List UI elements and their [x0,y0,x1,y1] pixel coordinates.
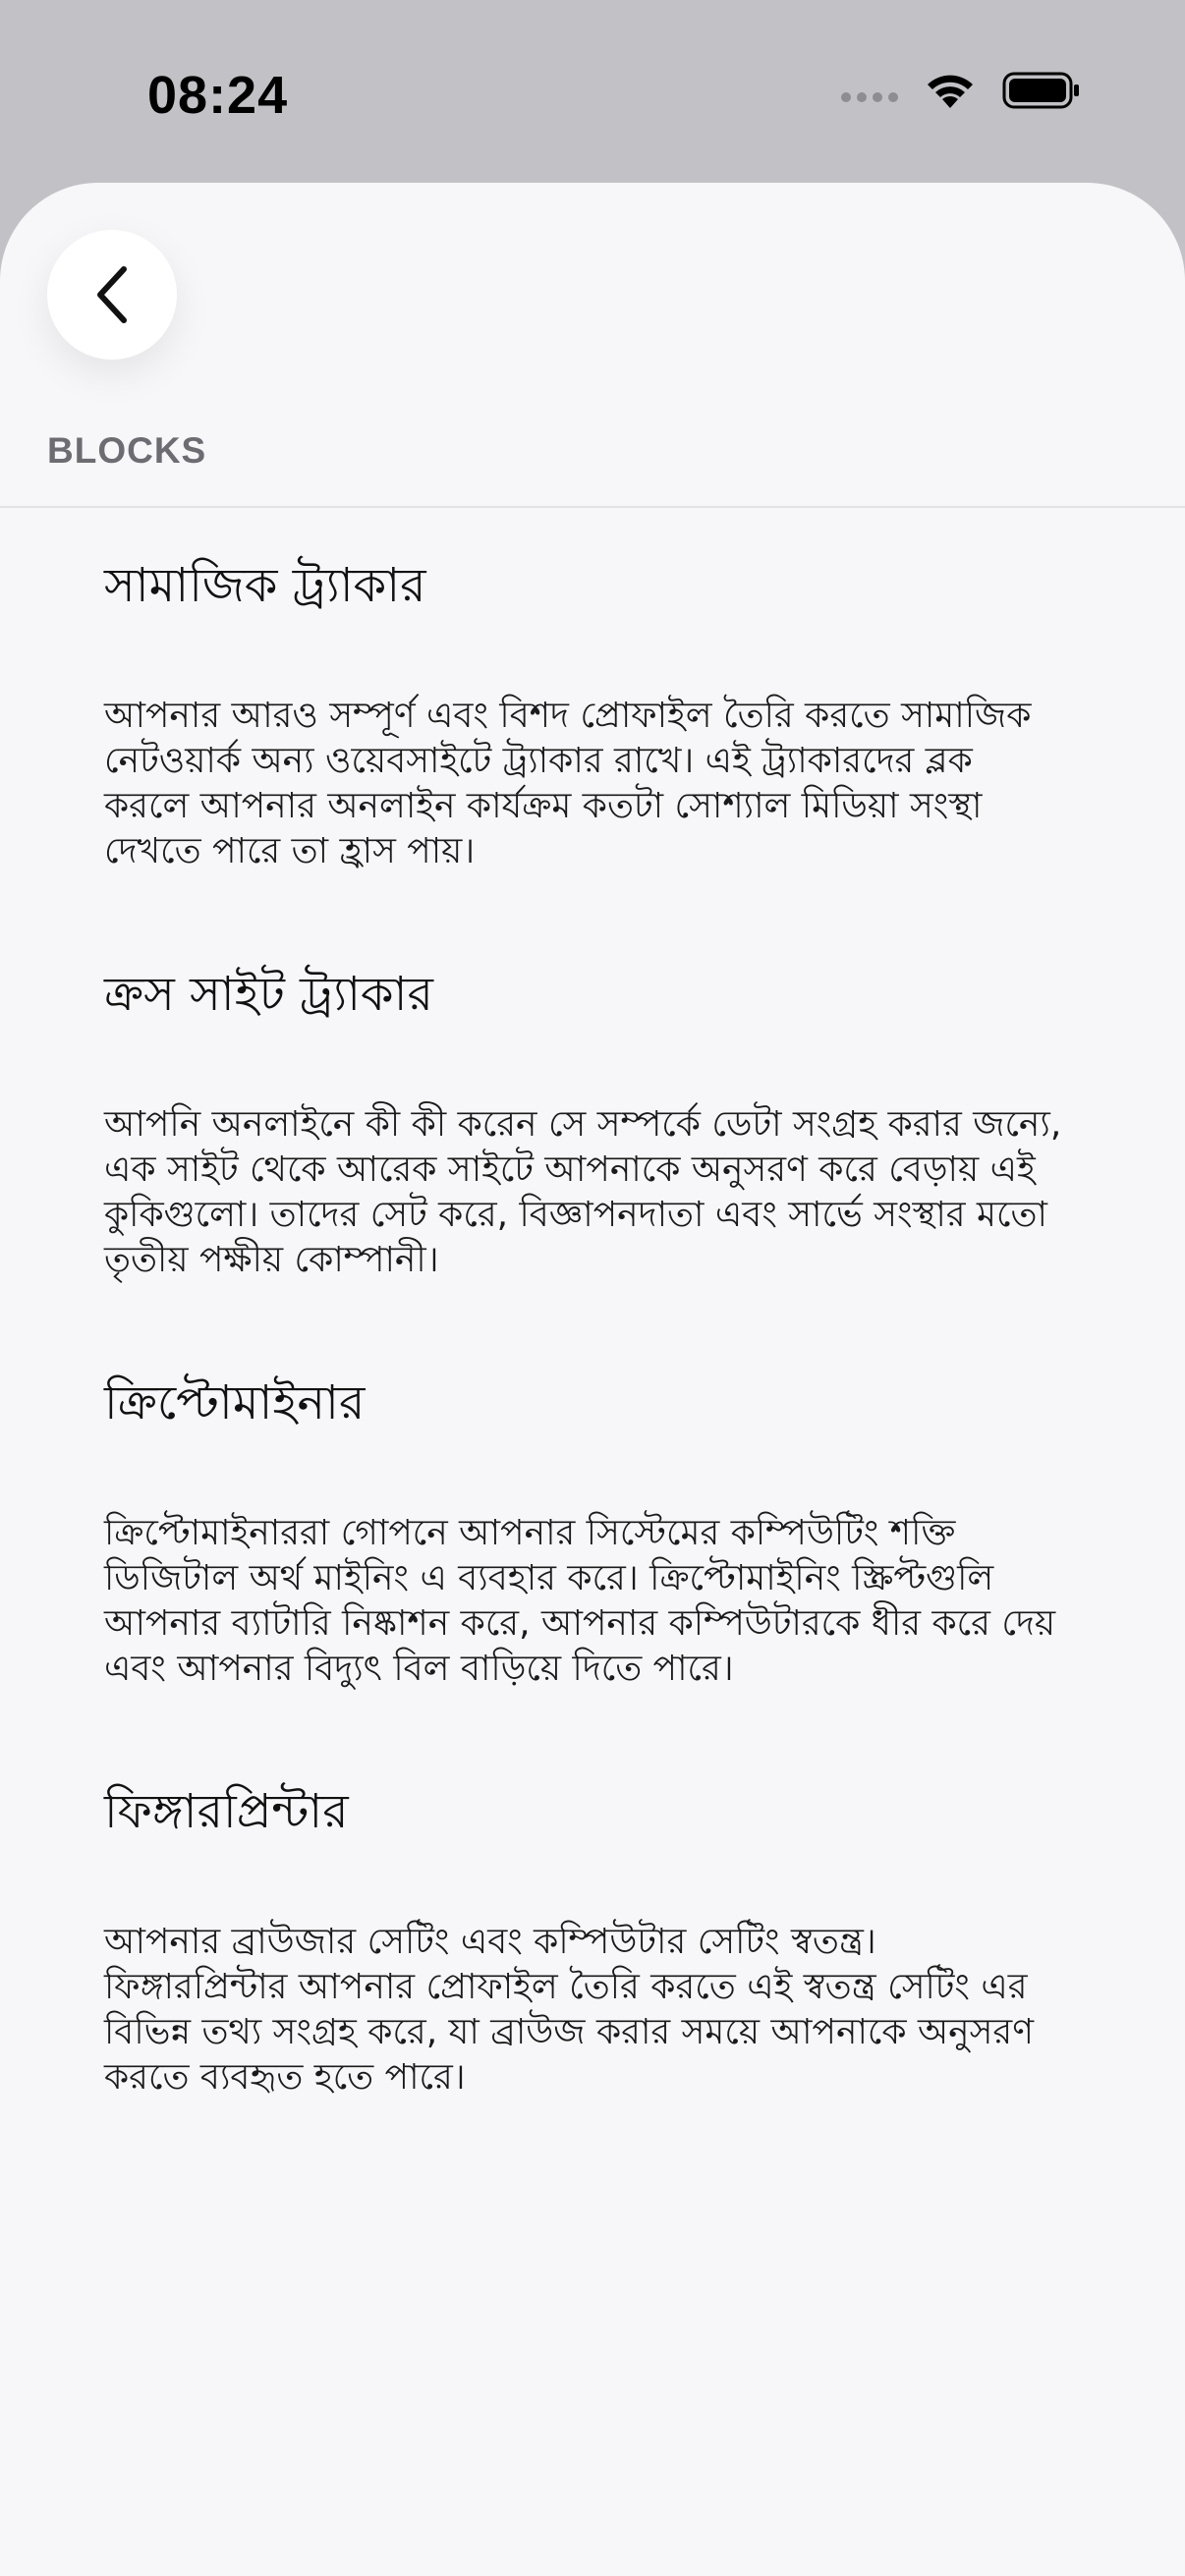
block-title: ক্রস সাইট ট্র্যাকার [104,967,433,1022]
block-description: ক্রিপ্টোমাইনাররা গোপনে আপনার সিস্টেমের কম্পিউটিং শক্তি ডিজিটাল অর্থ মাইনিং এ ব্যবহার করে। ক্রিপ্টোমাইনিং স্ক্রিপ্টগুলি আপনার ব্যাটারি নিষ্কাশন করে, আপনার কম্পিউটারকে ধীর করে দেয় এবং আপনার বিদ্যুৎ বিল বাড়িয়ে দিতে পারে। [104,1513,1056,1689]
section-title: BLOCKS [47,430,207,471]
block-title: ক্রিপ্টোমাইনার [104,1375,366,1430]
block-description: আপনার আরও সম্পূর্ণ এবং বিশদ প্রোফাইল তৈরি করতে সামাজিক নেটওয়ার্ক অন্য ওয়েবসাইটে ট্র্যাকার রাখে। এই ট্র্যাকারদের ব্লক করলে আপনার অনলাইন কার্যক্রম কতটা সোশ্যাল মিডিয়া সংস্থা দেখতে পারে তা হ্রাস পায়। [104,696,1032,871]
block-title: ফিঙ্গারপ্রিন্টার [104,1784,349,1839]
block-title: সামাজিক ট্র্যাকার [104,558,426,613]
cellular-signal-icon [841,92,898,102]
status-time: 08:24 [147,66,289,125]
block-fingerprinters [104,1782,1067,2100]
header-divider [0,506,1185,508]
chevron-left-icon [88,263,136,326]
status-indicators [841,71,1081,110]
block-cross-site-trackers [104,965,1067,1283]
block-social-trackers [104,556,1067,874]
block-description: আপনার ব্রাউজার সেটিং এবং কম্পিউটার সেটিং স্বতন্ত্র। ফিঙ্গারপ্রিন্টার আপনার প্রোফাইল তৈরি করতে এই স্বতন্ত্র সেটিং এর বিভিন্ন তথ্য সংগ্রহ করে, যা ব্রাউজ করার সময়ে আপনাকে অনুসরণ করতে ব্যবহৃত হতে পারে। [104,1922,1034,2098]
wifi-icon [924,71,977,110]
blocks-sheet [0,183,1185,2576]
battery-icon [1002,71,1081,110]
block-cryptominers [104,1373,1067,1692]
back-button[interactable] [47,230,177,360]
status-bar [0,0,1185,187]
block-description: আপনি অনলাইনে কী কী করেন সে সম্পর্কে ডেটা সংগ্রহ করার জন্যে, এক সাইট থেকে আরেক সাইটে আপনাকে অনুসরণ করে বেড়ায় এই কুকিগুলো। তাদের সেট করে, বিজ্ঞাপনদাতা এবং সার্ভে সংস্থার মতো তৃতীয় পক্ষীয় কোম্পানী। [104,1104,1062,1280]
blocks-list [104,556,1067,2191]
